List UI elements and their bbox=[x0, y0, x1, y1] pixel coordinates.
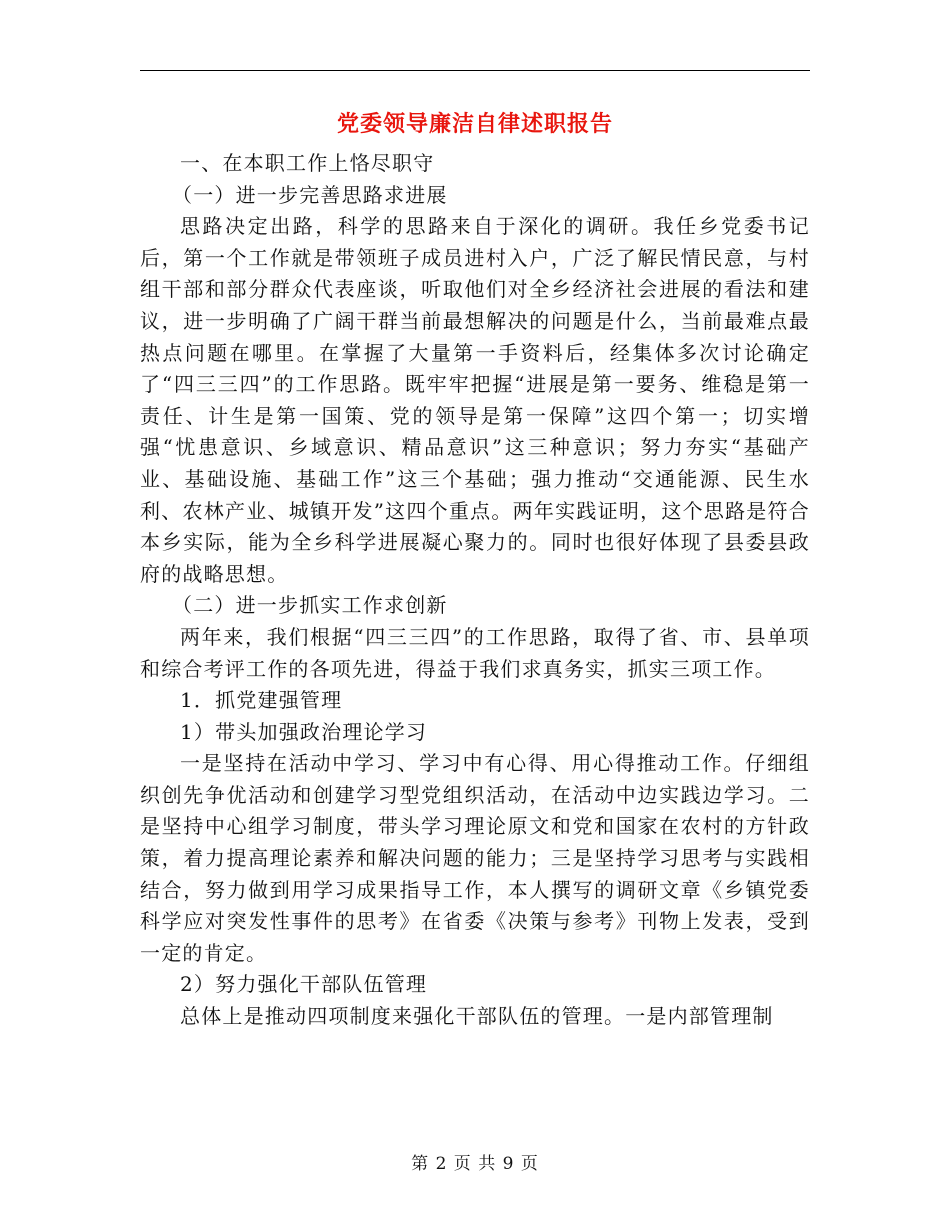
document-title: 党委领导廉洁自律述职报告 bbox=[336, 111, 613, 137]
document-body bbox=[140, 148, 810, 1033]
body-paragraph: 一是坚持在活动中学习、学习中有心得、用心得推动工作。仔细组织创先争优活动和创建学习型党组织活动，在活动中边实践边学习。二是坚持中心组学习制度，带头学习理论原文和党和国家在农村的方针政策，着力提高理论素养和解决问题的能力；三是坚持学习思考与实践相结合，努力做到用学习成果指导工作，本人撰写的调研文章《乡镇党委科学应对突发性事件的思考》在省委《决策与参考》刊物上发表，受到一定的肯定。 bbox=[140, 751, 810, 965]
subsection-heading: （一）进一步完善思路求进展 bbox=[172, 182, 448, 207]
body-paragraph: 总体上是推动四项制度来强化干部队伍的管理。一是内部管理制 bbox=[180, 1004, 774, 1029]
item-heading: 1．抓党建强管理 bbox=[180, 688, 343, 713]
header-rule bbox=[140, 70, 810, 71]
body-paragraph: 两年来，我们根据“四三三四”的工作思路，取得了省、市、县单项和综合考评工作的各项先进，得益于我们求真务实，抓实三项工作。 bbox=[140, 624, 810, 681]
page-number: 第 2 页 共 9 页 bbox=[411, 1154, 539, 1174]
subsection-heading: （二）进一步抓实工作求创新 bbox=[172, 593, 448, 618]
body-paragraph: 思路决定出路，科学的思路来自于深化的调研。我任乡党委书记后，第一个工作就是带领班子成员进村入户，广泛了解民情民意，与村组干部和部分群众代表座谈，听取他们对全乡经济社会进展的看法和建议，进一步明确了广阔干群当前最想解决的问题是什么，当前最难点最热点问题在哪里。在掌握了大量第一手资料后，经集体多次讨论确定了“四三三四”的工作思路。既牢牢把握“进展是第一要务、维稳是第一责任、计生是第一国策、党的领导是第一保障”这四个第一；切实增强“忧患意识、乡域意识、精品意识”这三种意识；努力夯实“基础产业、基础设施、基础工作”这三个基础；强力推动“交通能源、民生水利、农林产业、城镇开发”这四个重点。两年实践证明，这个思路是符合本乡实际，能为全乡科学进展凝心聚力的。同时也很好体现了县委县政府的战略思想。 bbox=[140, 214, 810, 586]
sub-item-heading: 2）努力强化干部队伍管理 bbox=[180, 972, 428, 997]
sub-item-heading: 1）带头加强政治理论学习 bbox=[180, 719, 428, 744]
section-heading: 一、在本职工作上恪尽职守 bbox=[180, 151, 435, 175]
